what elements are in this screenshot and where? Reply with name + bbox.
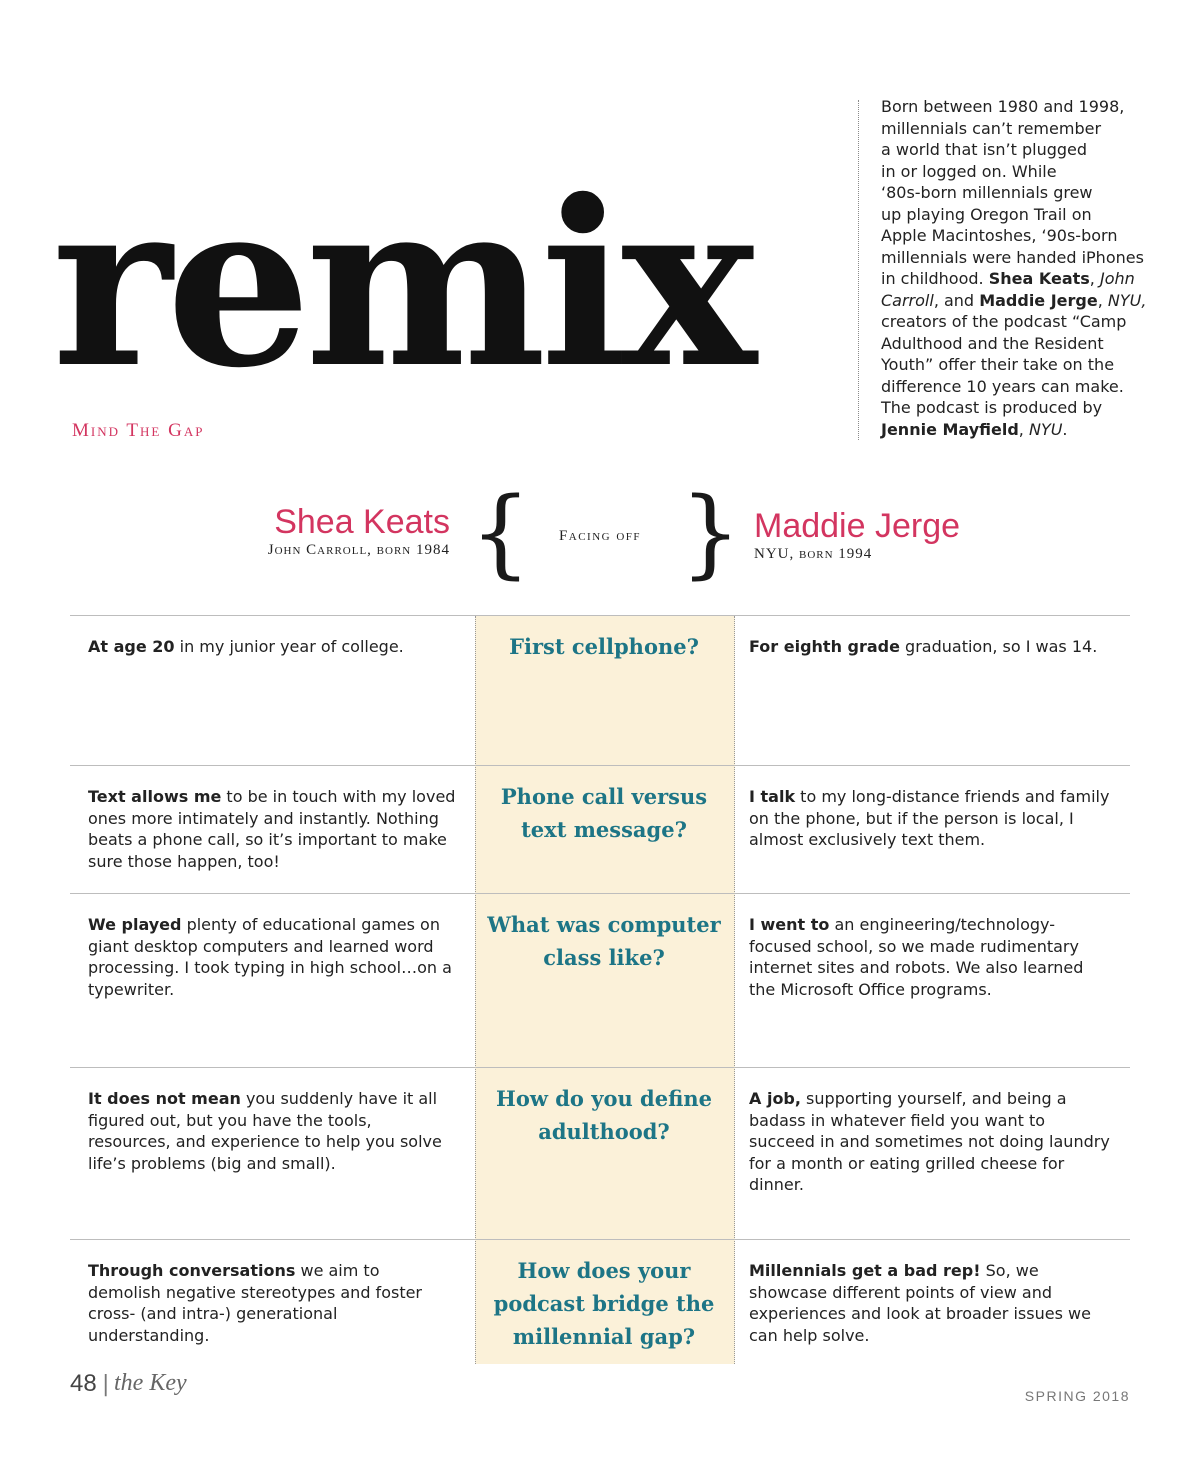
- right-answer-text: to my long-distance friends and family on the phone, but if the person is local, I almost exclusively text them.: [749, 787, 1110, 849]
- section-kicker: Mind The Gap: [72, 420, 205, 441]
- intro-line: creators of the podcast “Camp: [881, 312, 1127, 331]
- intro-line: Carroll, and Maddie Jerge, NYU,: [881, 290, 1147, 310]
- right-answer-text: So, we showcase different points of view and experiences and look at broader issues we can help solve.: [749, 1261, 1091, 1345]
- left-brace-icon: {: [470, 477, 532, 589]
- facing-off-label: Facing off: [558, 528, 642, 544]
- right-answer-text: an engineering/technology-focused school, so we made rudimentary internet sites and robots. We also learned the Microsoft Office programs.: [749, 915, 1084, 999]
- left-answer-lead: At age 20: [88, 637, 175, 656]
- intro-line: in childhood. Shea Keats, John: [881, 269, 1135, 288]
- intro-line: millennials were handed iPhones: [881, 247, 1144, 267]
- table-row: [70, 615, 1130, 765]
- intro-line: Youth” offer their take on the: [881, 355, 1115, 374]
- left-answer-lead: It does not mean: [88, 1089, 241, 1108]
- intro-line: millennials can’t remember: [881, 118, 1102, 138]
- question: What was computer class like?: [487, 912, 721, 970]
- intro-name-maddie: Maddie Jerge: [979, 290, 1098, 310]
- intro-divider: [858, 100, 859, 440]
- page-title: remix: [52, 150, 751, 418]
- right-person-name: Maddie Jerge: [754, 507, 961, 545]
- question: How do you define adulthood?: [496, 1086, 712, 1144]
- left-answer-text: in my junior year of college.: [174, 637, 404, 656]
- left-answer: [70, 1068, 475, 1239]
- issue-season: SPRING 2018: [1024, 1388, 1130, 1404]
- intro-affil-shea-b: Carroll: [881, 290, 934, 310]
- qa-table: [70, 615, 1130, 1366]
- intro-name-shea: Shea Keats: [988, 269, 1090, 288]
- right-person-sub: NYU, born 1994: [754, 546, 873, 562]
- intro-affil-producer: NYU: [1028, 419, 1063, 439]
- right-answer-lead: Millennials get a bad rep!: [749, 1261, 981, 1280]
- table-row: [70, 1067, 1130, 1239]
- left-person-sub: John Carroll, born 1984: [267, 542, 450, 558]
- left-answer-lead: Through conversations: [88, 1261, 296, 1280]
- left-answer-text: you suddenly have it all figured out, but you have the tools, resources, and experience to help you solve life’s problems (big and small).: [88, 1089, 442, 1173]
- left-answer: [70, 766, 475, 893]
- left-answer-text: we aim to demolish negative stereotypes and foster cross- (and intra-) generational understanding.: [88, 1261, 423, 1345]
- table-row: [70, 1239, 1130, 1366]
- intro-affil-shea: John: [1099, 269, 1135, 288]
- question: First cellphone?: [509, 634, 699, 659]
- intro-line: up playing Oregon Trail on: [881, 204, 1092, 224]
- right-answer-lead: I went to: [749, 915, 830, 934]
- question: How does your podcast bridge the millennial gap?: [493, 1258, 715, 1349]
- left-answer: [70, 894, 475, 1067]
- intro-line: ‘80s-born millennials grew: [881, 183, 1093, 202]
- question: Phone call versus text message?: [500, 784, 708, 842]
- left-answer-text: to be in touch with my loved ones more intimately and instantly. Nothing beats a phone call, so it’s important to make sure those happen, too!: [88, 787, 456, 871]
- right-answer-lead: A job,: [749, 1089, 801, 1108]
- footer-divider: |: [102, 1372, 110, 1397]
- right-answer: [733, 894, 1130, 1067]
- table-row: [70, 893, 1130, 1067]
- right-answer-text: graduation, so I was 14.: [899, 637, 1098, 656]
- intro-line: Born between 1980 and 1998,: [881, 97, 1125, 116]
- right-answer: [733, 766, 1130, 893]
- intro-and: , and: [933, 290, 975, 310]
- intro-text: in childhood.: [881, 269, 984, 288]
- right-answer: [733, 1068, 1130, 1239]
- intro-line: in or logged on. While: [881, 161, 1057, 181]
- right-answer: [733, 616, 1130, 765]
- right-brace-icon: }: [680, 477, 742, 589]
- intro-line: a world that isn’t plugged: [881, 140, 1088, 159]
- intro-line: The podcast is produced by: [881, 398, 1103, 417]
- right-answer-lead: For eighth grade: [749, 637, 900, 656]
- intro-line: difference 10 years can make.: [881, 376, 1124, 396]
- left-answer-lead: Text allows me: [88, 787, 222, 806]
- intro-line: Apple Macintoshes, ‘90s-born: [881, 226, 1118, 245]
- intro-paragraph: [881, 96, 1147, 440]
- left-answer: [70, 1240, 475, 1366]
- intro-affil-maddie: NYU,: [1107, 290, 1147, 310]
- page-number: 48: [70, 1370, 97, 1397]
- left-answer-lead: We played: [88, 915, 182, 934]
- right-answer: [733, 1240, 1130, 1366]
- left-answer: [70, 616, 475, 765]
- table-row: [70, 765, 1130, 893]
- intro-line: Jennie Mayfield, NYU.: [881, 419, 1068, 439]
- intro-producer: Jennie Mayfield: [881, 419, 1019, 439]
- right-person-header: [754, 506, 960, 563]
- intro-line: Adulthood and the Resident: [881, 333, 1104, 353]
- right-answer-text: supporting yourself, and being a badass in whatever field you want to succeed in and sometimes not doing laundry for a month or eating grilled cheese for dinner.: [749, 1089, 1110, 1194]
- left-person-name: Shea Keats: [274, 503, 450, 541]
- magazine-logo: the Key: [114, 1370, 187, 1396]
- left-person-header: [268, 502, 450, 559]
- right-answer-lead: I talk: [749, 787, 796, 806]
- left-answer-text: plenty of educational games on giant desktop computers and learned word processing. I took typing in high school…on a typewriter.: [88, 915, 452, 999]
